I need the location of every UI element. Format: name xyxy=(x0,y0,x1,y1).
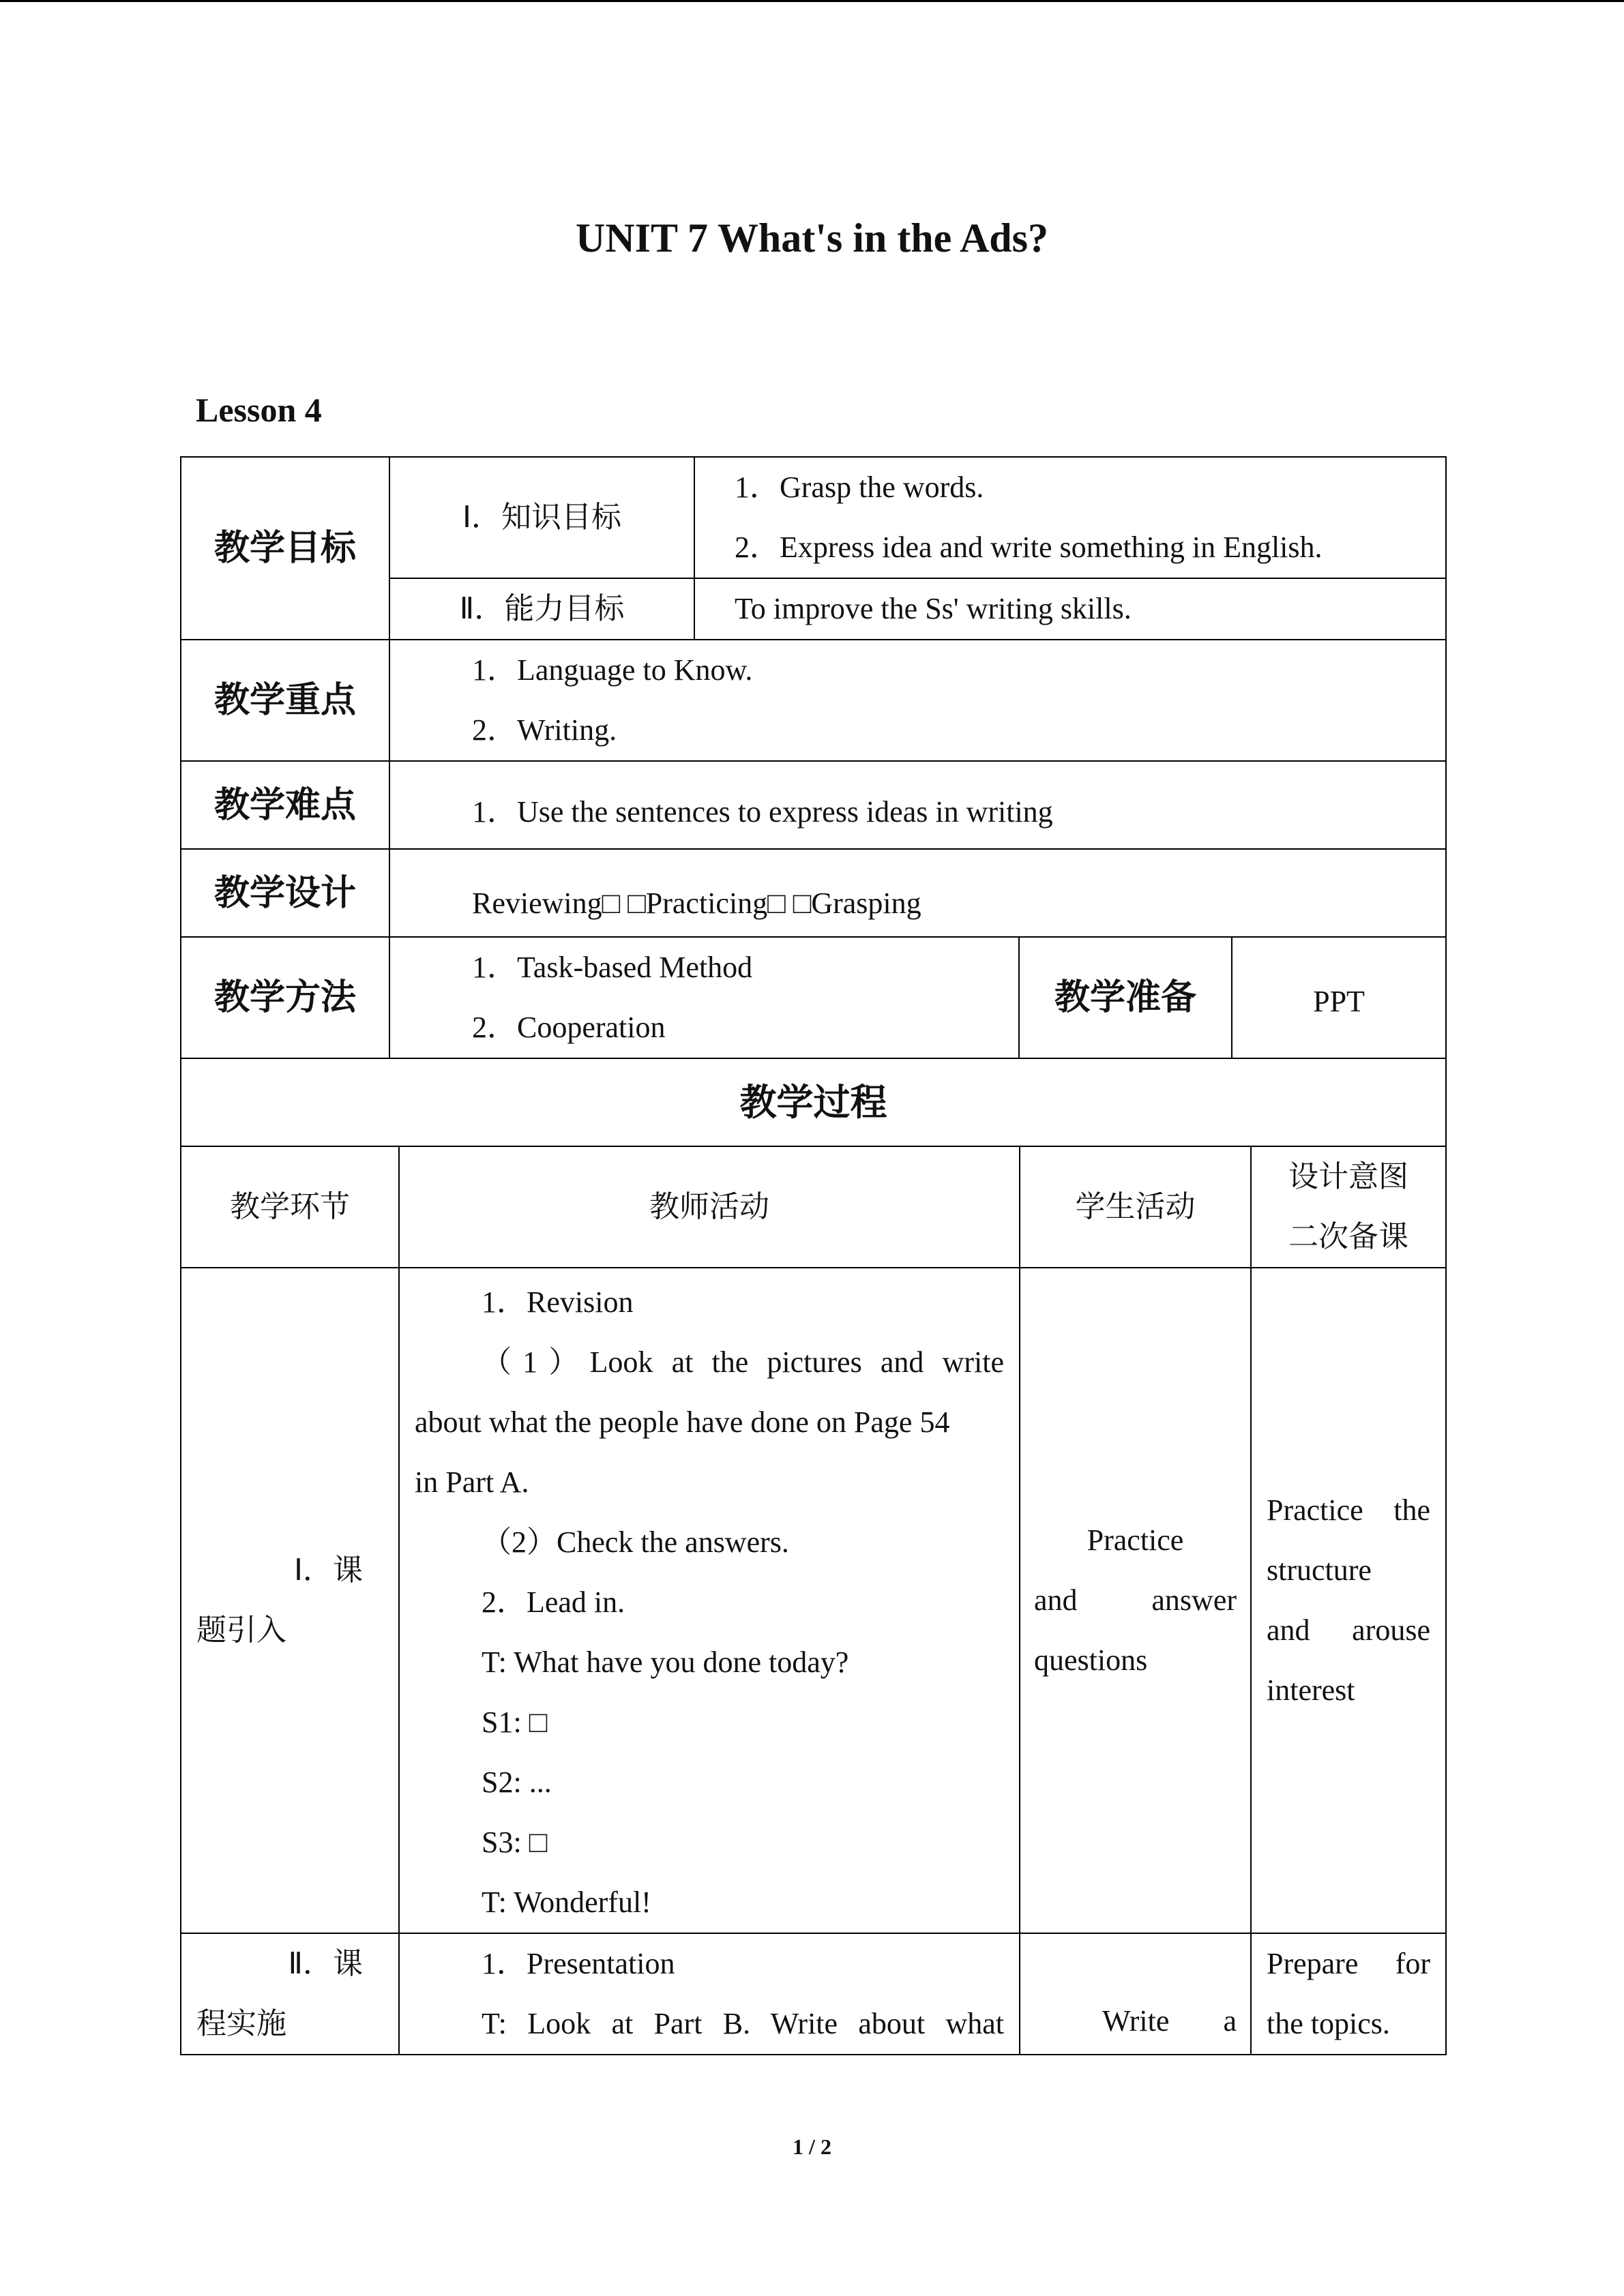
key-point-item: 2．Writing. xyxy=(472,713,617,747)
student-line: Practice xyxy=(1087,1523,1184,1557)
teacher-line: 1．Revision xyxy=(482,1285,634,1319)
teacher-line: S2: ... xyxy=(482,1765,552,1799)
intent-line: and arouse xyxy=(1267,1613,1430,1647)
stage-line: 程实施 xyxy=(196,2006,286,2041)
teacher-line: about what the people have done on Page 54 xyxy=(415,1405,950,1439)
stage-line: Ⅱ．课 xyxy=(288,1946,363,1981)
page-number: 1 / 2 xyxy=(793,2134,831,2159)
header-design-intent-line1: 设计意图 xyxy=(1288,1159,1408,1194)
teacher-line: 2．Lead in. xyxy=(482,1585,625,1619)
intent-line: Practice the xyxy=(1267,1493,1430,1527)
teacher-line: 1．Presentation xyxy=(482,1947,675,1980)
difficulties-label: 教学难点 xyxy=(181,761,389,849)
design-intent-cell xyxy=(1251,1268,1446,1933)
lesson-heading: Lesson 4 xyxy=(196,391,322,429)
lesson-plan-table xyxy=(180,456,1447,1059)
teacher-line: in Part A. xyxy=(415,1465,529,1499)
key-point-item: 1．Language to Know. xyxy=(472,653,753,687)
page-title: UNIT 7 What's in the Ads? xyxy=(576,215,1048,260)
knowledge-item: 2．Express idea and write something in English. xyxy=(735,531,1323,564)
teacher-line: T: Look at Part B. Write about what xyxy=(482,2007,1004,2040)
method-item: 1．Task-based Method xyxy=(472,951,753,984)
ability-objective-label: Ⅱ．能力目标 xyxy=(389,578,694,640)
teacher-line: S3: □ xyxy=(482,1825,548,1859)
ability-objective-text: To improve the Ss' writing skills. xyxy=(694,578,1446,640)
difficulties-text: 1．Use the sentences to express ideas in writing xyxy=(389,761,1446,849)
header-design-intent xyxy=(1251,1146,1446,1268)
stage-line: Ⅰ．课 xyxy=(294,1553,363,1587)
process-row xyxy=(181,1268,1446,1933)
top-border-line xyxy=(0,0,1624,2)
teacher-activity-cell xyxy=(399,1933,1020,2055)
stage-cell xyxy=(181,1933,399,2055)
intent-line: the topics. xyxy=(1267,2007,1390,2040)
knowledge-objective-content xyxy=(694,457,1446,578)
teacher-line: （1）Look at the pictures and write xyxy=(482,1345,1004,1379)
teacher-activity-cell xyxy=(399,1268,1020,1933)
objectives-label: 教学目标 xyxy=(181,457,389,640)
header-design-intent-line2: 二次备课 xyxy=(1288,1219,1408,1254)
process-title: 教学过程 xyxy=(181,1058,1446,1146)
intent-line: structure xyxy=(1267,1553,1372,1587)
design-intent-cell xyxy=(1251,1933,1446,2055)
stage-cell xyxy=(181,1268,399,1933)
header-stage: 教学环节 xyxy=(181,1146,399,1268)
intent-line: interest xyxy=(1267,1673,1355,1707)
teacher-line: T: Wonderful! xyxy=(482,1885,651,1919)
teacher-line: （2）Check the answers. xyxy=(482,1525,789,1559)
intent-line: Prepare for xyxy=(1267,1947,1430,1980)
key-points-content xyxy=(389,640,1446,761)
key-points-label: 教学重点 xyxy=(181,640,389,761)
process-table xyxy=(180,1058,1447,2055)
header-student-activity: 学生活动 xyxy=(1020,1146,1251,1268)
teacher-line: S1: □ xyxy=(482,1705,548,1739)
design-text: Reviewing□ □Practicing□ □Grasping xyxy=(389,849,1446,937)
header-teacher-activity: 教师活动 xyxy=(399,1146,1020,1268)
student-activity-cell xyxy=(1020,1268,1251,1933)
knowledge-objective-label: Ⅰ．知识目标 xyxy=(389,457,694,578)
stage-line: 题引入 xyxy=(196,1613,286,1648)
knowledge-item: 1．Grasp the words. xyxy=(735,471,984,504)
student-line: questions xyxy=(1034,1643,1148,1677)
design-label: 教学设计 xyxy=(181,849,389,937)
preparation-value: PPT xyxy=(1232,937,1446,1058)
method-item: 2．Cooperation xyxy=(472,1011,666,1044)
process-row xyxy=(181,1933,1446,2055)
student-line: Write a xyxy=(1102,2004,1237,2038)
methods-content xyxy=(389,937,1019,1058)
student-activity-cell xyxy=(1020,1933,1251,2055)
teacher-line: T: What have you done today? xyxy=(482,1645,849,1679)
student-line: and answer xyxy=(1034,1583,1237,1617)
preparation-label: 教学准备 xyxy=(1019,937,1232,1058)
methods-label: 教学方法 xyxy=(181,937,389,1058)
